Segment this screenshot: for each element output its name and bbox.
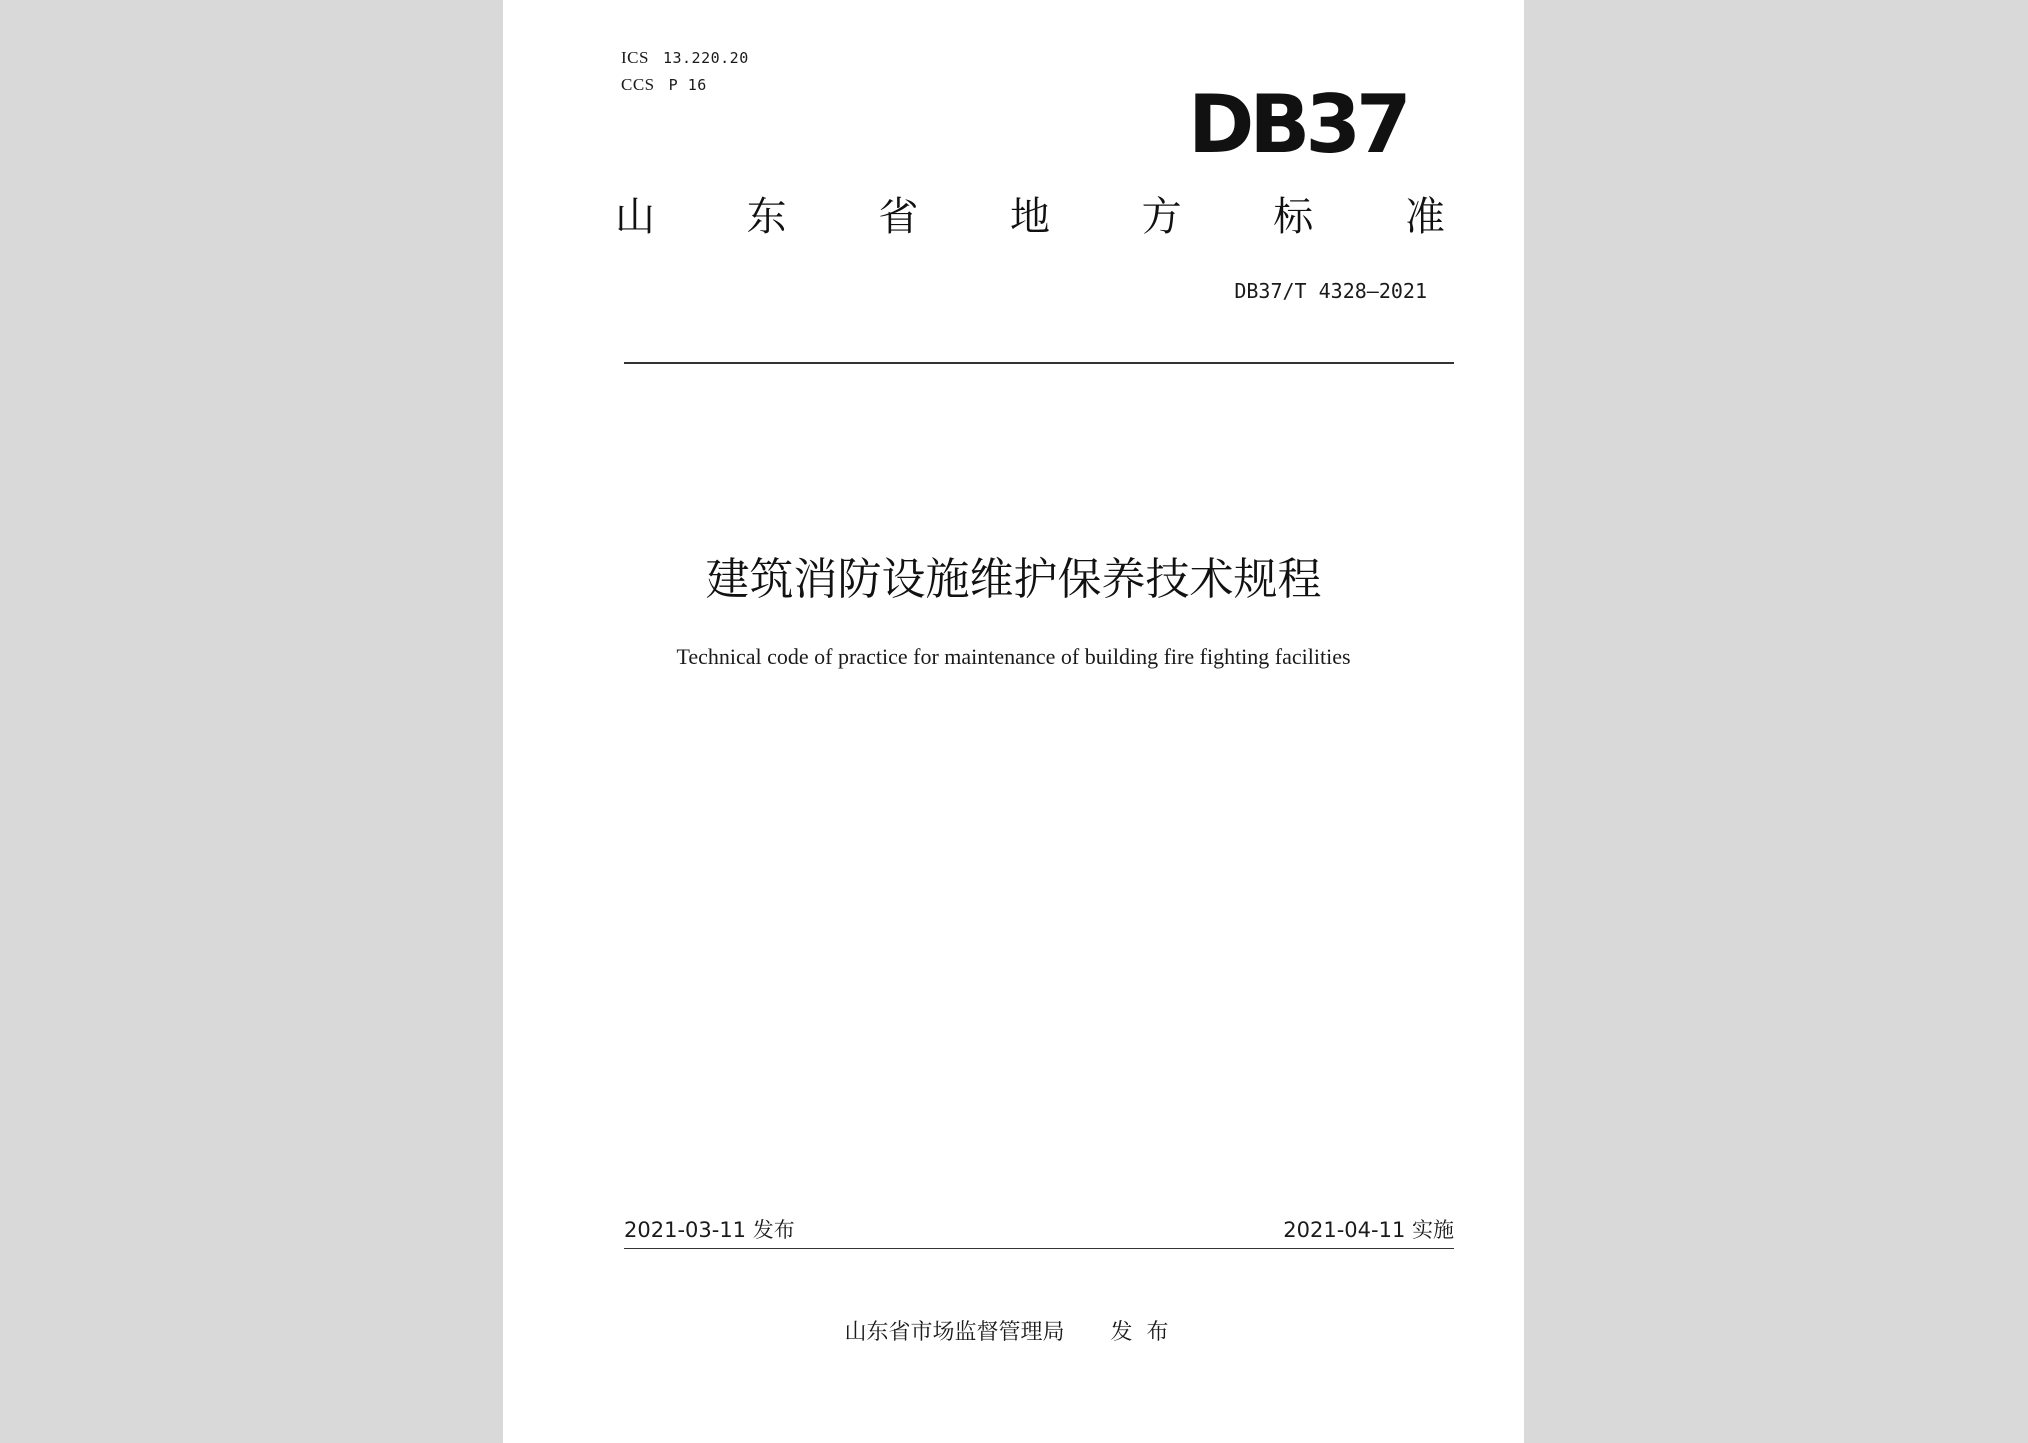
ccs-label: CCS xyxy=(621,75,655,94)
standard-type-char: 准 xyxy=(1404,194,1445,240)
ics-classification xyxy=(621,48,749,68)
standard-type-char: 东 xyxy=(746,194,787,240)
bottom-divider xyxy=(624,1248,1454,1249)
standard-type-heading xyxy=(615,192,1445,242)
ccs-code: P 16 xyxy=(668,76,707,94)
publisher-name: 山东省市场监督管理局 xyxy=(844,1320,1065,1345)
document-title-en: Technical code of practice for maintenance of building fire fighting facilities xyxy=(676,644,1351,669)
top-divider xyxy=(624,362,1454,364)
document-page xyxy=(503,0,1524,1443)
standard-type-char: 标 xyxy=(1273,194,1314,240)
standard-type-char: 方 xyxy=(1141,194,1182,240)
ics-code: 13.220.20 xyxy=(662,49,749,67)
publisher-line xyxy=(503,1318,1524,1348)
ccs-classification xyxy=(621,75,707,95)
ics-label: ICS xyxy=(621,48,649,67)
issue-date: 2021-03-11 发布 xyxy=(624,1218,795,1242)
standard-type-char: 地 xyxy=(1009,194,1050,240)
standard-type-char: 山 xyxy=(615,194,655,240)
standard-number: DB37/T 4328—2021 xyxy=(1234,279,1427,303)
standard-type-char: 省 xyxy=(878,194,919,240)
document-title-cn: 建筑消防设施维护保养技术规程 xyxy=(705,554,1322,605)
db37-logo: DB37 xyxy=(1188,77,1407,171)
publish-action: 发布 xyxy=(1110,1320,1183,1345)
implementation-date: 2021-04-11 实施 xyxy=(1283,1218,1454,1242)
